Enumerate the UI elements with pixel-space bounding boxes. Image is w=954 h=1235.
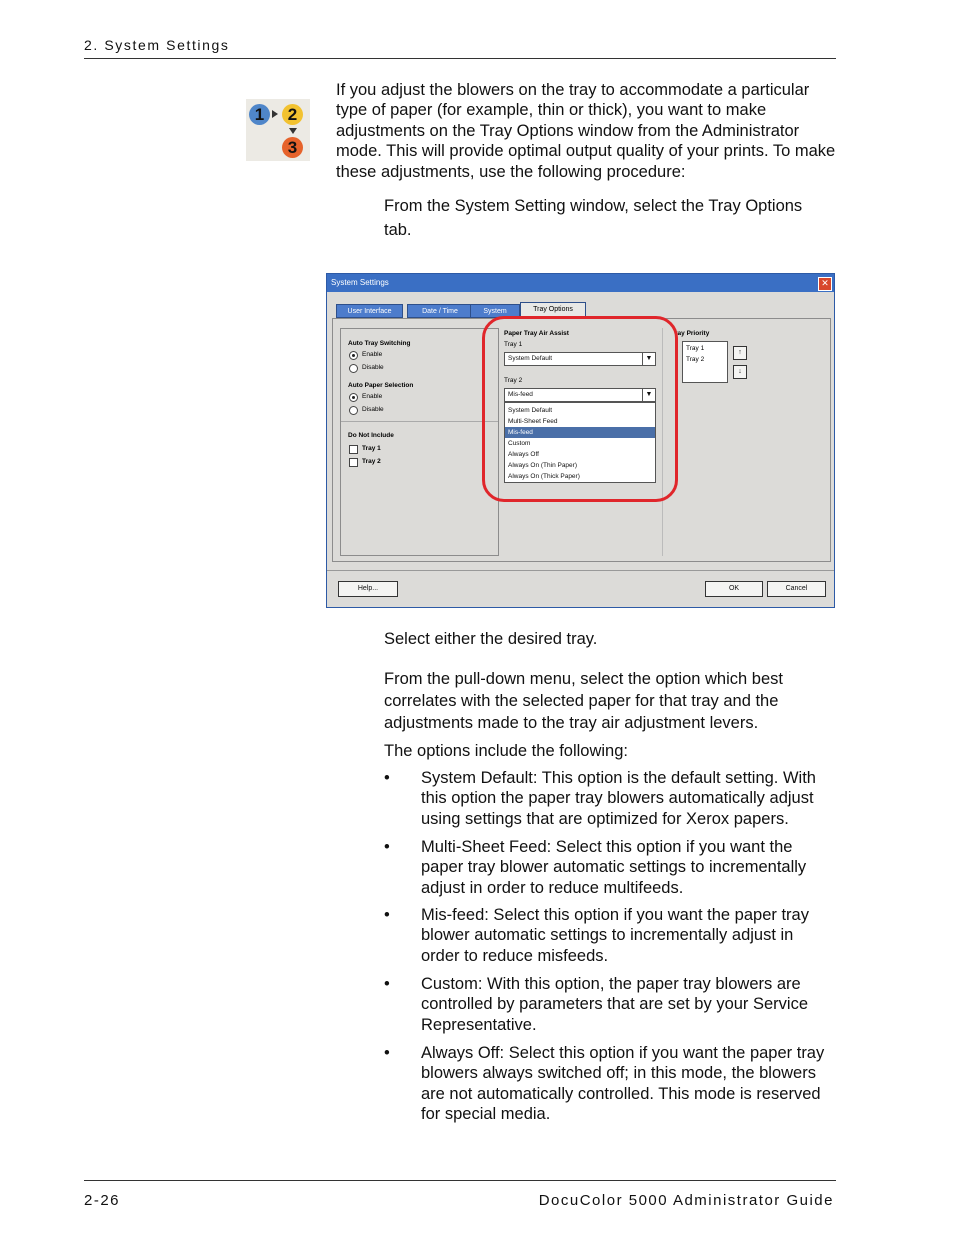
auto-paper-disable-radio[interactable]: [349, 406, 358, 415]
air-tray1-label: Tray 1: [504, 341, 523, 348]
switching-group: [340, 328, 499, 556]
auto-tray-switching-label: Auto Tray Switching: [348, 340, 411, 347]
bullet-text: Custom: With this option, the paper tray blowers are controlled by parameters that are set by your Service Representative.: [421, 975, 809, 1034]
option-always-off[interactable]: Always Off: [508, 451, 539, 458]
step-3-text: From the pull-down menu, select the option which best correlates with the selected paper for that tray and the adjustments made to the tray air adjustment levers.: [384, 670, 783, 732]
move-down-icon[interactable]: ↓: [733, 365, 747, 379]
auto-paper-enable-label: Enable: [362, 393, 383, 400]
close-icon[interactable]: ✕: [818, 277, 832, 291]
priority-item-tray2[interactable]: Tray 2: [686, 356, 705, 363]
option-always-on-thick[interactable]: Always On (Thick Paper): [508, 473, 580, 480]
bullet-glyph: •: [384, 1044, 390, 1062]
running-header: 2. System Settings: [84, 37, 230, 53]
air-tray2-label: Tray 2: [504, 377, 523, 384]
exclude-tray1-checkbox[interactable]: [349, 445, 358, 454]
bullet-glyph: •: [384, 906, 390, 924]
auto-paper-enable-radio[interactable]: [349, 393, 358, 402]
highlight-oval: [482, 316, 678, 502]
air-assist-label: Paper Tray Air Assist: [504, 330, 569, 337]
options-intro: The options include the following:: [384, 742, 628, 760]
page-number: 2-26: [84, 1192, 121, 1209]
move-up-icon[interactable]: ↑: [733, 346, 747, 360]
system-settings-window: [326, 273, 835, 608]
option-mis-feed[interactable]: Mis-feed: [505, 427, 655, 438]
exclude-tray1-label: Tray 1: [362, 445, 381, 452]
option-always-on-thin[interactable]: Always On (Thin Paper): [508, 462, 577, 469]
procedure-steps-icon: [246, 99, 310, 163]
option-system-default[interactable]: System Default: [508, 407, 553, 414]
help-button[interactable]: Help...: [338, 581, 398, 597]
divider: [341, 421, 498, 422]
window-titlebar: [327, 274, 834, 292]
header-rule: [84, 58, 836, 59]
step-1-text: From the System Setting window, select the Tray Options tab.: [384, 197, 803, 239]
option-multi-sheet-feed[interactable]: Multi-Sheet Feed: [508, 418, 558, 425]
step-3-badge: 3: [282, 137, 303, 158]
tray-priority-list[interactable]: [682, 341, 728, 383]
auto-tray-disable-label: Disable: [362, 364, 384, 371]
chevron-down-icon[interactable]: ▼: [642, 353, 655, 365]
step-2-text: Select either the desired tray.: [384, 630, 598, 648]
arrow-down-icon: [289, 128, 297, 134]
guide-title: DocuColor 5000 Administrator Guide: [538, 1192, 834, 1209]
footer-rule: [84, 1180, 836, 1181]
tab-date-time[interactable]: Date / Time: [407, 304, 473, 318]
option-custom[interactable]: Custom: [508, 440, 531, 447]
auto-tray-disable-radio[interactable]: [349, 364, 358, 373]
bullet-text: Multi-Sheet Feed: Select this option if you want the paper tray blower automatic settings to incrementally adjust in order to reduce multifeeds.: [421, 838, 807, 897]
bullet-glyph: •: [384, 769, 390, 787]
divider: [327, 570, 834, 571]
cancel-button[interactable]: Cancel: [767, 581, 826, 597]
tab-tray-options[interactable]: Tray Options: [520, 302, 586, 318]
bullet-glyph: •: [384, 975, 390, 993]
bullet-text: Always Off: Select this option if you want the paper tray blowers always switched off; in this mode, the blowers are not automatically controlled. This mode is reserved for special media.: [421, 1044, 825, 1124]
exclude-tray2-checkbox[interactable]: [349, 458, 358, 467]
auto-tray-enable-label: Enable: [362, 351, 383, 358]
auto-paper-disable-label: Disable: [362, 406, 384, 413]
bullet-glyph: •: [384, 838, 390, 856]
auto-tray-enable-radio[interactable]: [349, 351, 358, 360]
tab-system[interactable]: System: [470, 304, 520, 318]
priority-item-tray1[interactable]: Tray 1: [686, 345, 705, 352]
tray-priority-label: ray Priority: [675, 330, 710, 337]
bullet-text: System Default: This option is the default setting. With this option the paper tray blowers automatically adjust using settings that are optimized for Xerox papers.: [421, 769, 816, 828]
bullet-text: Mis-feed: Select this option if you want the paper tray blower automatic settings to incrementally adjust in order to reduce misfeeds.: [421, 906, 809, 965]
tray1-air-value: System Default: [508, 355, 553, 362]
window-title: System Settings: [331, 278, 389, 287]
step-2-badge: 2: [282, 104, 303, 125]
chevron-down-icon[interactable]: ▼: [642, 389, 655, 401]
intro-paragraph: If you adjust the blowers on the tray to accommodate a particular type of paper (for example, thin or thick), you want to make adjustments on the Tray Options window from the Administrator mode. This will provide optimal output quality of your prints. To make these adjustments, use the following procedure:: [336, 81, 836, 181]
step-1-badge: 1: [249, 104, 270, 125]
tab-user-interface[interactable]: User Interface: [336, 304, 403, 318]
do-not-include-label: Do Not Include: [348, 432, 394, 439]
exclude-tray2-label: Tray 2: [362, 458, 381, 465]
ok-button[interactable]: OK: [705, 581, 763, 597]
arrow-right-icon: [272, 110, 278, 118]
tray2-air-value: Mis-feed: [508, 391, 533, 398]
auto-paper-selection-label: Auto Paper Selection: [348, 382, 414, 389]
